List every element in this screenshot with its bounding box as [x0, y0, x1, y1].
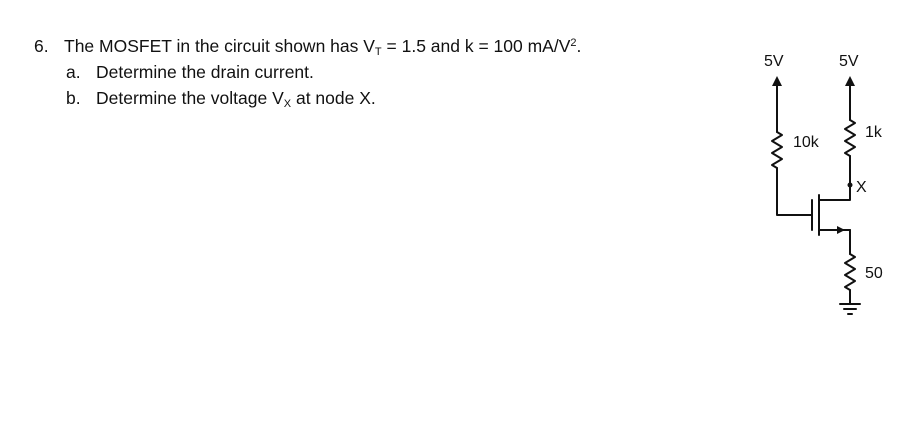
drain-node-dot: [848, 183, 853, 188]
gate-resistor-label: 10k: [793, 134, 819, 151]
part-a: [34, 59, 581, 85]
part-b: [34, 85, 581, 111]
part-b-label: b.: [66, 88, 81, 108]
gate-resistor-zigzag: [772, 132, 782, 168]
source-arrow-icon: [837, 226, 845, 234]
part-a-text: Determine the drain current.: [96, 62, 314, 82]
k-unit-exponent: 2: [570, 37, 577, 49]
vt-value: = 1.5 and k = 100 mA/V: [381, 36, 571, 56]
problem-stem: [34, 33, 581, 59]
left-supply-label: 5V: [764, 53, 784, 70]
drain-wire: [826, 156, 850, 200]
stem-suffix: .: [576, 36, 582, 56]
vt-subscript: T: [374, 46, 382, 58]
right-supply-arrow-icon: [845, 76, 855, 86]
stem-prefix: The MOSFET in the circuit shown has V: [64, 36, 375, 56]
part-b-prefix: Determine the voltage V: [96, 88, 284, 108]
gate-wire: [777, 168, 812, 215]
left-supply-arrow-icon: [772, 76, 782, 86]
right-supply-label: 5V: [839, 53, 859, 70]
part-b-subscript: X: [283, 98, 292, 110]
part-a-label: a.: [66, 62, 81, 82]
mosfet-circuit-diagram: [740, 40, 900, 330]
drain-node-label: X: [856, 179, 867, 196]
drain-resistor-zigzag: [845, 120, 855, 156]
problem-statement: [34, 33, 581, 111]
part-b-suffix: at node X.: [291, 88, 376, 108]
drain-resistor-label: 1k: [865, 124, 882, 141]
problem-number: 6.: [34, 36, 49, 56]
source-resistor-label: 50: [865, 265, 883, 282]
source-resistor-zigzag: [845, 254, 855, 290]
